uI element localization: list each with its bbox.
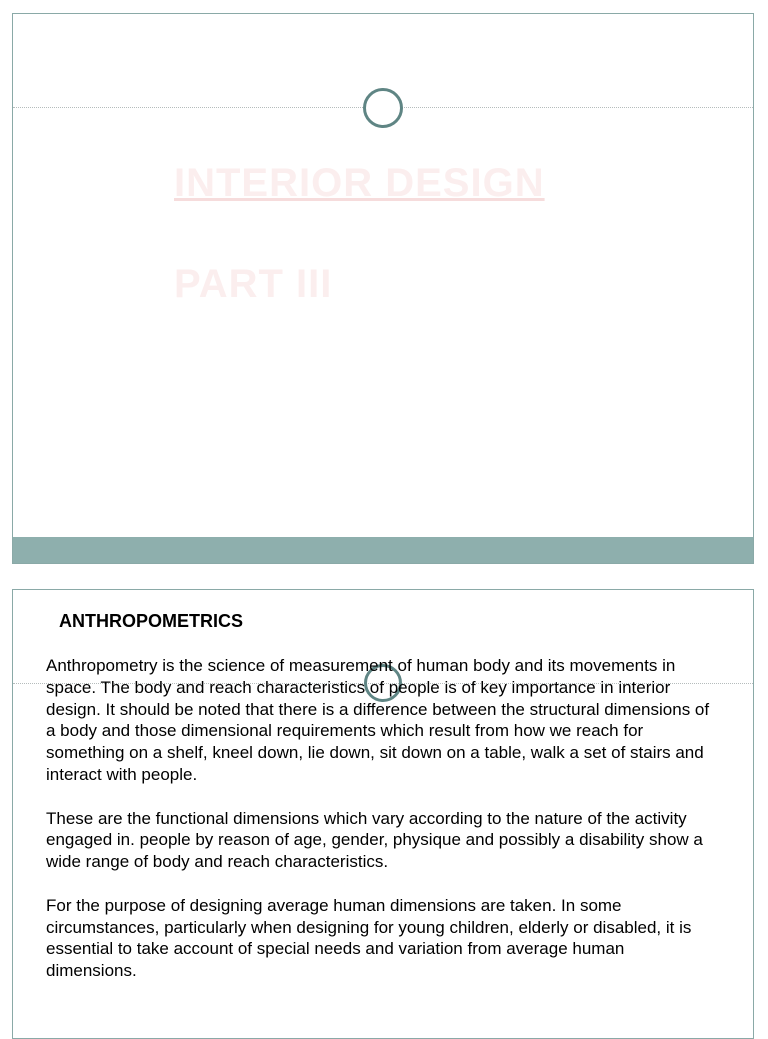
footer-accent-band [13, 537, 753, 563]
section-heading: ANTHROPOMETRICS [59, 611, 243, 631]
paragraph: For the purpose of designing average human dimensions are taken. In some circumstances, particularly when designing for young children, elderly or disabled, it is essential to take account of special needs and variation from average human dimensions. [46, 895, 692, 981]
paragraph: Anthropometry is the science of measurement of human body and its movements in space. The body and reach characteristics of people is of key importance in interior design. It should be noted that there is a difference between the structural dimensions of a body and those dimensional requirements which result from how we reach for something on a shelf, kneel down, lie down, sit down on a table, walk a set of stairs and interact with people. [46, 656, 710, 784]
paragraph: These are the functional dimensions which vary according to the nature of the activity engaged in. people by reason of age, gender, physique and possibly a disability show a wide range of body and reach characteristics. [46, 808, 703, 872]
slide-subtitle: PART III [174, 262, 333, 306]
slide-title: INTERIOR DESIGN [174, 161, 545, 205]
body-text [46, 655, 710, 1004]
title-slide [12, 13, 754, 564]
content-slide [12, 589, 754, 1039]
ring-ornament-icon [363, 88, 403, 128]
